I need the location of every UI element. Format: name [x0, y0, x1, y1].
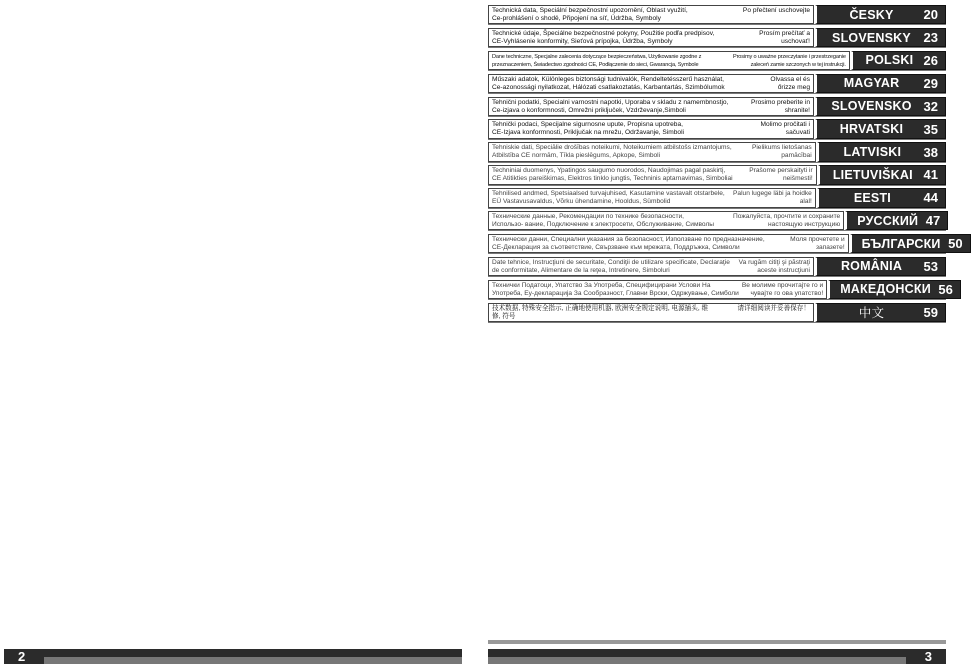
note-line: Pielikums lietošanas: [751, 144, 812, 152]
footer-strip: [44, 657, 462, 664]
language-tab[interactable]: [817, 142, 946, 161]
language-page-number: 56: [938, 281, 953, 297]
description-line: Atbilstība CE normām, Tīkla pieslēgums, Apkope, Simboli: [492, 152, 661, 160]
description-line: Технические данные, Рекомендации по технике безопасности,: [492, 213, 684, 221]
description-line: EÜ Vastavusavaldus, Võrku ühendamine, Hooldus, Sümbolid: [492, 198, 671, 206]
read-instructions-note: [733, 5, 814, 24]
language-tab[interactable]: [815, 28, 946, 47]
language-name: БЪЛГАРСКИ: [861, 236, 941, 251]
note-line: Prosimy o uważne przeczytanie i przestrzeganie: [733, 53, 846, 60]
read-instructions-note: [768, 234, 849, 253]
language-contents-description: [488, 5, 733, 24]
description-line: Tehnični podatki, Specialni varnostni napotki, Uporaba v skladu z namembnostjo,: [492, 98, 729, 106]
language-contents-description: [488, 257, 733, 276]
description-line: 修, 符号: [492, 312, 516, 320]
language-tab[interactable]: [815, 119, 946, 138]
description-line: 技术数据, 特殊安全指示, 正确地使用机器, 欧洲安全规定说明, 电源插头, 维: [492, 304, 709, 312]
read-instructions-note: [733, 74, 814, 93]
description-line: Технички Податоци, Упатство За Употреба, Специфицирани Услови На: [492, 281, 711, 289]
language-name: EESTI: [853, 190, 891, 205]
description-line: przeznaczeniem, Świadectwo zgodności CE, Podłączenie do sieci, Gwarancja, Symbole: [492, 61, 699, 68]
language-page-number: 29: [923, 75, 938, 91]
language-tab[interactable]: [817, 188, 946, 207]
note-line: neišmesti!: [782, 175, 813, 183]
footer-strip: [488, 657, 906, 664]
read-instructions-note: [733, 28, 814, 47]
language-tab[interactable]: [828, 280, 961, 299]
language-contents-description: [488, 165, 736, 184]
note-line: 请详细阅读并妥善保存！: [737, 304, 810, 312]
language-name: LIETUVIŠKAI: [832, 167, 913, 182]
language-name: SLOVENSKO: [831, 99, 912, 114]
language-name: ROMÂNIA: [840, 259, 903, 274]
language-contents-description: [488, 74, 733, 93]
language-row[interactable]: [488, 234, 963, 253]
description-line: Dane techniczne, Specjalne zalecenia dotyczące bezpieczeństwa, Użytkowanie zgodne z: [492, 53, 702, 60]
description-line: Tehnilised andmed, Spetsiaalsed turvajuhised, Kasutamine vastavalt otstarbele,: [492, 190, 725, 198]
language-contents-description: [488, 97, 733, 116]
language-name: МАКЕДОНСКИ: [840, 282, 931, 297]
language-tab[interactable]: [845, 211, 948, 230]
note-line: чувајте го ова упатство!: [750, 289, 824, 297]
description-line: Műszaki adatok, Különleges biztonsági tudnivalók, Rendeltetésszerű használat,: [492, 75, 725, 83]
left-page-number: 2: [18, 649, 26, 664]
note-line: shranite!: [784, 106, 810, 114]
read-instructions-note: [733, 211, 844, 230]
note-line: Пожалуйста, прочтите и сохраните: [733, 213, 841, 221]
language-contents-description: [488, 234, 768, 253]
language-page-number: 20: [923, 7, 938, 23]
language-page-number: 53: [923, 258, 938, 274]
language-name: 中文: [858, 305, 885, 321]
description-line: Использо- вание, Подключение к электросети, Обслуживание, Символы: [492, 221, 715, 229]
note-line: pamācībai: [781, 152, 812, 160]
note-line: Prašome perskaityti ir: [749, 167, 813, 175]
note-line: alal!: [799, 198, 812, 206]
note-line: Ве молиме прочитајте го и: [741, 281, 824, 289]
description-line: Technická data, Speciální bezpečnostní upozornění, Oblast využití,: [492, 7, 688, 14]
note-line: sačuvati: [785, 129, 810, 137]
language-name: MAGYAR: [843, 76, 900, 91]
description-line: de conformitate, Alimentare de la reţea, Intretinere, Simboluri: [492, 266, 670, 274]
language-name: POLSKI: [865, 53, 914, 68]
read-instructions-note: [742, 280, 827, 299]
description-line: Ce-prohlášení o shodě, Připojení na síť, Údržba, Symboly: [492, 15, 661, 22]
language-row[interactable]: [488, 28, 946, 47]
description-line: Tehnički podaci, Specijalne sigurnosne upute, Propisna upotreba,: [492, 121, 683, 129]
language-page-number: 59: [923, 304, 938, 320]
note-line: őrizze meg: [777, 83, 810, 91]
description-line: Date tehnice, Instrucţiuni de securitate, Condiţii de utilizare specificate, Declaraţie: [492, 258, 730, 266]
description-line: CE-Izjava konformnosti, Priključak na mrežu, Održavanje, Simboli: [492, 129, 685, 137]
read-instructions-note: [733, 188, 816, 207]
language-row[interactable]: [488, 188, 946, 207]
description-line: Технически данни, Специални указания за безопасност, Използване по предназначение,: [492, 235, 765, 243]
read-instructions-note: [733, 119, 814, 138]
description-line: CE-Vyhlásenie konformity, Sieťová prípojka, Údržba, Symboly: [492, 37, 673, 45]
description-line: Ce-azonossági nyilatkozat, Hálózati csatlakoztatás, Karbantartás, Szimbólumok: [492, 83, 725, 91]
language-row[interactable]: [488, 97, 946, 116]
language-contents-description: [488, 28, 733, 47]
language-contents-description: [488, 303, 733, 322]
language-row[interactable]: [488, 119, 946, 138]
description-line: Tehniskie dati, Speciālie drošības noteikumi, Noteikumiem atbilstošs izmantojums,: [492, 144, 732, 152]
language-tab[interactable]: [815, 97, 946, 116]
read-instructions-note: [733, 257, 814, 276]
note-line: Prosimo preberite in: [750, 98, 810, 106]
description-line: Techniniai duomenys, Ypatingos saugumo nuorodos, Naudojimas pagal paskirtį,: [492, 167, 726, 175]
language-name: ČESKY: [849, 7, 894, 22]
language-tab[interactable]: [850, 234, 971, 253]
language-row[interactable]: [488, 303, 946, 322]
note-line: Molimo pročitati i: [760, 121, 810, 129]
right-page-number: 3: [924, 649, 932, 664]
language-page-number: 32: [923, 98, 938, 114]
description-line: CE Atitikties pareiškimas, Elektros tinklo jungtis, Techninis aptarnavimas, Simboliai: [492, 175, 733, 183]
language-contents-description: [488, 142, 735, 161]
description-line: CE-Декларация за съответствие, Свързване към мрежата, Поддръжка, Символи: [492, 243, 740, 251]
note-line: запазете!: [815, 243, 845, 251]
note-line: Va rugăm citiţi şi păstraţi: [738, 258, 810, 266]
language-page-number: 35: [923, 121, 938, 137]
language-page-number: 41: [923, 167, 938, 183]
left-page-footer: [4, 649, 462, 664]
language-page-number: 26: [923, 52, 938, 68]
language-name: РУССКИЙ: [857, 213, 919, 228]
note-line: настоящую инструкцию: [768, 221, 841, 229]
language-row[interactable]: [488, 74, 946, 93]
footer-rule: [488, 640, 946, 644]
read-instructions-note: [736, 165, 817, 184]
read-instructions-note: [733, 51, 850, 70]
language-tab[interactable]: [815, 74, 946, 93]
read-instructions-note: [735, 142, 816, 161]
note-line: zaleceń zamie szczonych w tej instrukcji.: [750, 61, 846, 68]
language-contents-description: [488, 211, 733, 230]
language-page-number: 50: [948, 236, 963, 252]
note-line: Po přečtení uschovejte: [742, 7, 810, 14]
read-instructions-note: [733, 97, 814, 116]
language-tab[interactable]: [818, 165, 946, 184]
language-row[interactable]: [488, 211, 946, 230]
language-tab[interactable]: [815, 303, 946, 322]
note-line: Моля прочетете и: [790, 235, 845, 243]
language-page-number: 47: [925, 213, 941, 229]
language-row[interactable]: [488, 142, 946, 161]
language-name: SLOVENSKY: [832, 30, 911, 45]
language-row[interactable]: [488, 257, 946, 276]
right-page: [475, 0, 963, 670]
description-line: Ce-izjava o konformnosti, Omrežni priključek, Vzdrževanje,Simboli: [492, 106, 686, 114]
note-line: Prosím prečítať a: [759, 29, 810, 37]
read-instructions-note: [733, 303, 814, 322]
description-line: Technické údaje, Špeciálne bezpečnostné pokyny, Použitie podľa predpisov,: [492, 29, 715, 37]
language-row[interactable]: [488, 51, 946, 70]
language-page-number: 44: [923, 190, 938, 206]
note-line: Palun lugege läbi ja hoidke: [733, 190, 812, 198]
right-page-footer: [488, 649, 946, 664]
language-contents-description: [488, 188, 733, 207]
language-page-number: 38: [923, 144, 938, 160]
description-line: Употреба, Еу-декларација За Сообразност, Главни Врски, Одржување, Симболи: [492, 289, 739, 297]
language-row[interactable]: [488, 165, 946, 184]
note-line: aceste instrucţiuni: [757, 266, 810, 274]
language-index-table: [488, 5, 963, 325]
language-row[interactable]: [488, 280, 953, 299]
language-tab[interactable]: [815, 5, 946, 24]
language-contents-description: [488, 280, 742, 299]
note-line: uschovať!: [781, 37, 810, 45]
language-tab[interactable]: [851, 51, 946, 70]
language-contents-description: [488, 51, 733, 70]
language-tab[interactable]: [815, 257, 946, 276]
language-name: HRVATSKI: [839, 122, 904, 137]
language-contents-description: [488, 119, 733, 138]
language-row[interactable]: [488, 5, 946, 24]
language-name: LATVISKI: [843, 145, 902, 160]
language-page-number: 23: [923, 30, 938, 46]
note-line: Olvassa el és: [770, 75, 810, 83]
left-page: [0, 0, 475, 670]
